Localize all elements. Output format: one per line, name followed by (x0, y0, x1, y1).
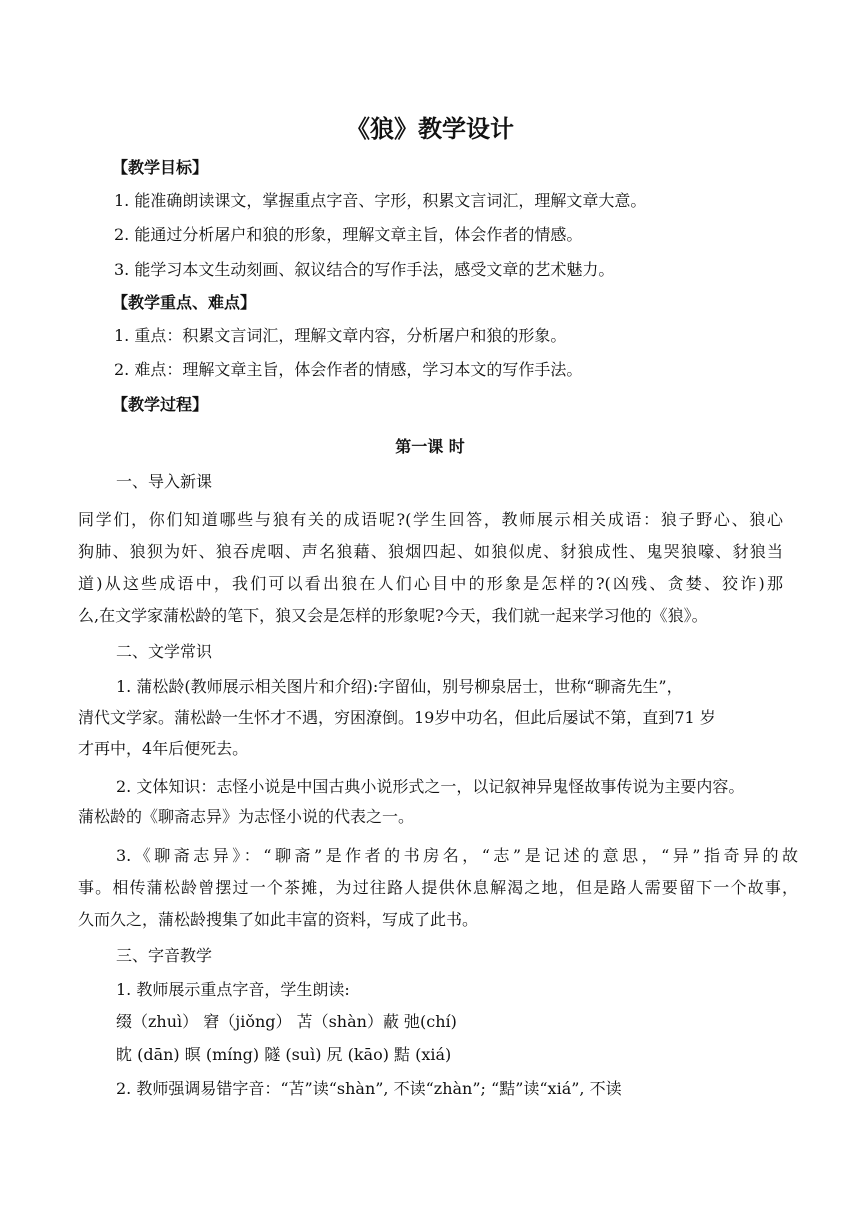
key-item-2: 2. 难点：理解文章主旨，体会作者的情感，学习本文的写作手法。 (114, 360, 583, 379)
s2-p3-line-2: 事。相传蒲松龄曾摆过一个茶摊，为过往路人提供休息解渴之地，但是路人需要留下一个故事， (78, 878, 798, 897)
lesson-heading: 第一课 时 (395, 437, 465, 456)
s2-p1-line-2: 清代文学家。蒲松龄一生怀才不遇，穷困潦倒。19岁中功名，但此后屡试不第，直到71 岁 (78, 708, 716, 727)
s2-p3-line-3: 久而久之，蒲松龄搜集了如此丰富的资料，写成了此书。 (78, 910, 479, 929)
s1-line-1: 同学们，你们知道哪些与狼有关的成语呢?(学生回答，教师展示相关成语：狼子野心、狼心 (78, 510, 783, 529)
s1-line-3: 道)从这些成语中，我们可以看出狼在人们心目中的形象是怎样的?(凶残、贪婪、狡诈)那 (78, 574, 783, 593)
s2-p1-line-1: 1. 蒲松龄(教师展示相关图片和介绍):字留仙，别号柳泉居士，世称“聊斋先生”， (116, 677, 683, 696)
page-title: 《狼》教学设计 (346, 114, 514, 143)
section-3-title: 三、字音教学 (116, 946, 213, 965)
s3-pinyin-line-1: 缀（zhuì） 窘（jiǒng） 苫（shàn）蔽 弛(chí) (116, 1012, 457, 1031)
s2-p2-line-2: 蒲松龄的《聊斋志异》为志怪小说的代表之一。 (78, 807, 415, 826)
goals-heading: 【教学目标】 (112, 158, 209, 177)
s2-p1-line-3: 才再中，4年后便死去。 (78, 739, 249, 758)
s3-line-1: 1. 教师展示重点字音，学生朗读: (116, 980, 350, 999)
s3-line-4: 2. 教师强调易错字音：“苫”读“shàn”, 不读“zhàn”; “黠”读“xiá”, 不读 (116, 1079, 622, 1098)
key-heading: 【教学重点、难点】 (112, 293, 257, 312)
s3-pinyin-line-2: 眈 (dān) 暝 (míng) 隧 (suì) 尻 (kāo) 黠 (xiá) (116, 1045, 452, 1064)
s2-p2-line-1: 2. 文体知识：志怪小说是中国古典小说形式之一，以记叙神异鬼怪故事传说为主要内容。 (116, 777, 745, 796)
section-2-title: 二、文学常识 (116, 642, 213, 661)
s1-line-4: 么,在文学家蒲松龄的笔下，狼又会是怎样的形象呢?今天，我们就一起来学习他的《狼》。 (78, 606, 708, 625)
goal-item-2: 2. 能通过分析屠户和狼的形象，理解文章主旨，体会作者的情感。 (114, 225, 583, 244)
goal-item-3: 3. 能学习本文生动刻画、叙议结合的写作手法，感受文章的艺术魅力。 (114, 260, 615, 279)
section-1-title: 一、导入新课 (116, 472, 213, 491)
process-heading: 【教学过程】 (112, 395, 209, 414)
key-item-1: 1. 重点：积累文言词汇，理解文章内容，分析屠户和狼的形象。 (114, 326, 567, 345)
s2-p3-line-1: 3.《聊斋志异》：“聊斋”是作者的书房名，“志”是记述的意思，“异”指奇异的故 (116, 846, 798, 865)
s1-line-2: 狗肺、狼狈为奸、狼吞虎咽、声名狼藉、狼烟四起、如狼似虎、豺狼成性、鬼哭狼嚎、豺狼当 (78, 542, 783, 561)
goal-item-1: 1. 能准确朗读课文，掌握重点字音、字形，积累文言词汇，理解文章大意。 (114, 191, 647, 210)
